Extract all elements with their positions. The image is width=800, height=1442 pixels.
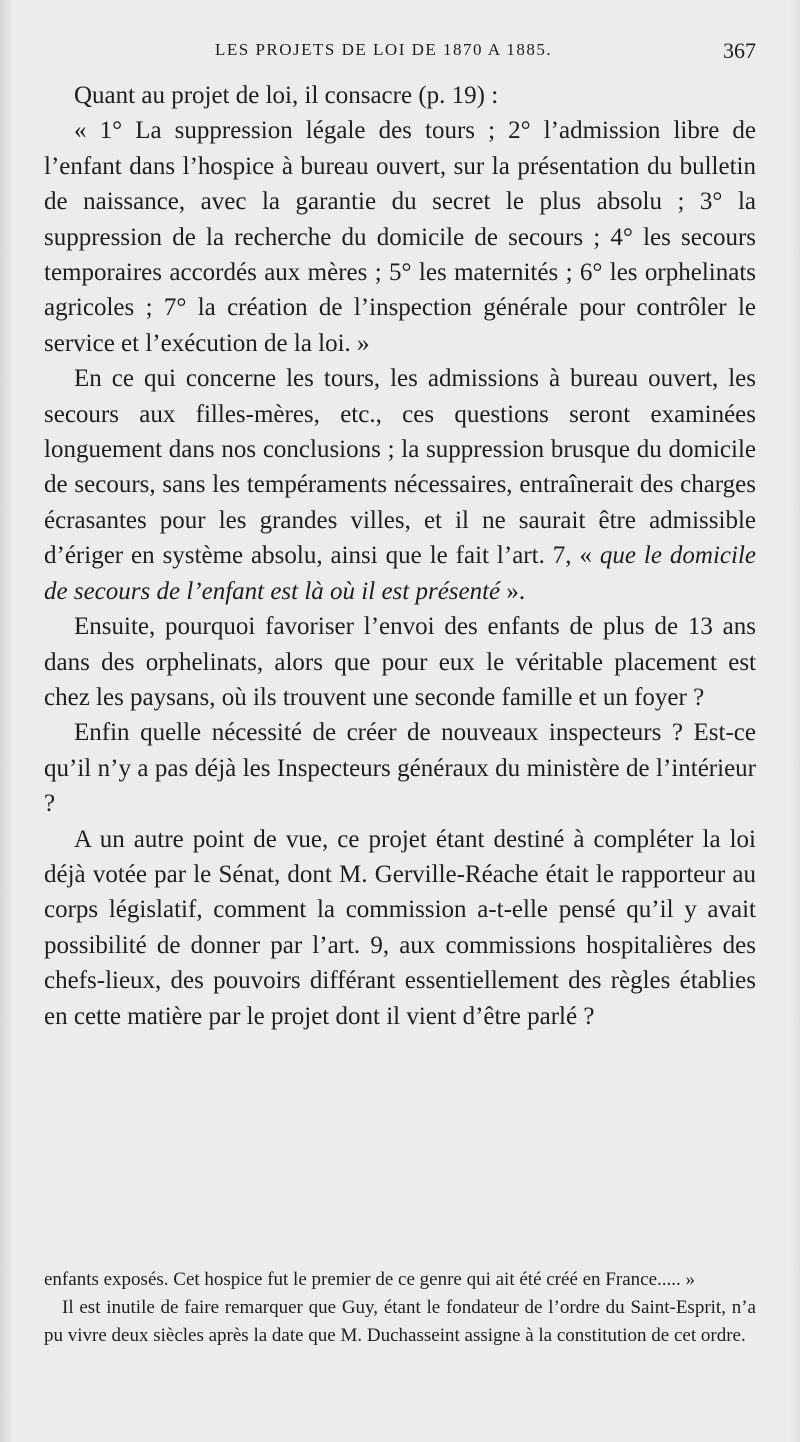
footnote: Il est inutile de faire remarquer que Guy, étant le fondateur de l’ordre du Saint-Esprit, n’a pu vivre deux siècles après la date que M. Duchasseint assigne à la constitution de cet ordre. xyxy=(44,1297,756,1346)
paragraph: A un autre point de vue, ce projet étant destiné à compléter la loi déjà votée par le Sénat, dont M. Gerville-Réache était le rapporteur au corps législatif, comment la commission a-t-elle pensé qu’il y avait possibilité de donner par l’art. 9, aux commissions hospitalières des chefs-lieux, des pouvoirs différant essentiellement des règles établies en cette matière par le projet dont il vient d’être parlé ? xyxy=(44,825,756,1030)
paragraph xyxy=(44,361,756,609)
paragraph: Quant au projet de loi, il consacre (p. 19) : xyxy=(74,82,499,109)
footnote: enfants exposés. Cet hospice fut le premier de ce genre qui ait été créé en France..... » xyxy=(44,1269,696,1290)
italic-quote: que le domicile de secours de l’enfant est là où il est présenté xyxy=(44,542,756,605)
paragraph-text: En ce qui concerne les tours, les admissions à bureau ouvert, les secours aux filles-mères, etc., ces questions seront examinées longuement dans nos conclusions ; la suppression brusque du domicile de secours, sans les tempéraments nécessaires, entraînerait des charges écrasantes pour les grandes villes, et il ne saurait être admissible d’ériger en système absolu, ainsi que le fait l’art. 7, « xyxy=(44,365,756,570)
main-text xyxy=(44,78,756,1034)
footnotes xyxy=(44,1266,756,1350)
paragraph: Enfin quelle nécessité de créer de nouveaux inspecteurs ? Est-ce qu’il n’y a pas déjà les Inspecteurs généraux du ministère de l’intérieur ? xyxy=(44,719,756,818)
paragraph-text: ». xyxy=(500,577,526,605)
page-header xyxy=(0,34,800,70)
paragraph: « 1° La suppression légale des tours ; 2° l’admission libre de l’enfant dans l’hospice à bureau ouvert, sur la présentation du bulletin de naissance, avec la garantie du secret le plus absolu ; 3° la suppression de la recherche du domicile de secours ; 4° les secours temporaires accordés aux mères ; 5° les maternités ; 6° les orphelinats agricoles ; 7° la création de l’inspection générale pour contrôler le service et l’exécution de la loi. » xyxy=(44,117,756,357)
running-head: LES PROJETS DE LOI DE 1870 A 1885. xyxy=(215,40,553,59)
page-number: 367 xyxy=(723,38,756,63)
paragraph: Ensuite, pourquoi favoriser l’envoi des enfants de plus de 13 ans dans des orphelinats, alors que pour eux le véritable placement est chez les paysans, où ils trouvent une seconde famille et un foyer ? xyxy=(44,613,756,711)
